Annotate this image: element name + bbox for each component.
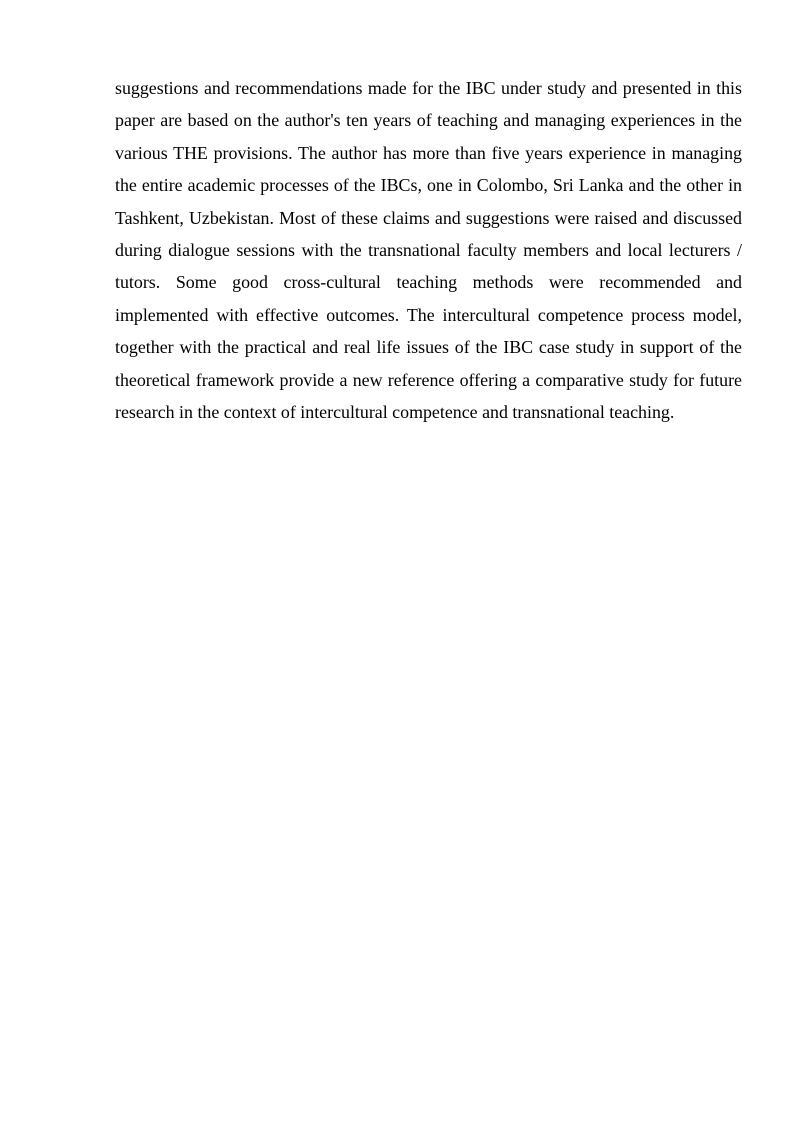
body-paragraph: suggestions and recommendations made for the IBC under study and presented in this paper are based on the author's ten years of teaching and managing experiences in the various THE provisions. The author has more than five years experience in managing the entire academic processes of the IBCs, one in Colombo, Sri Lanka and the other in Tashkent, Uzbekistan. Most of these claims and suggestions were raised and discussed during dialogue sessions with the transnational faculty members and local lecturers / tutors. Some good cross-cultural teaching methods were recommended and implemented with effective outcomes. The intercultural competence process model, together with the practical and real life issues of the IBC case study in support of the theoretical framework provide a new reference offering a comparative study for future research in the context of intercultural competence and transnational teaching. [115, 78, 742, 423]
